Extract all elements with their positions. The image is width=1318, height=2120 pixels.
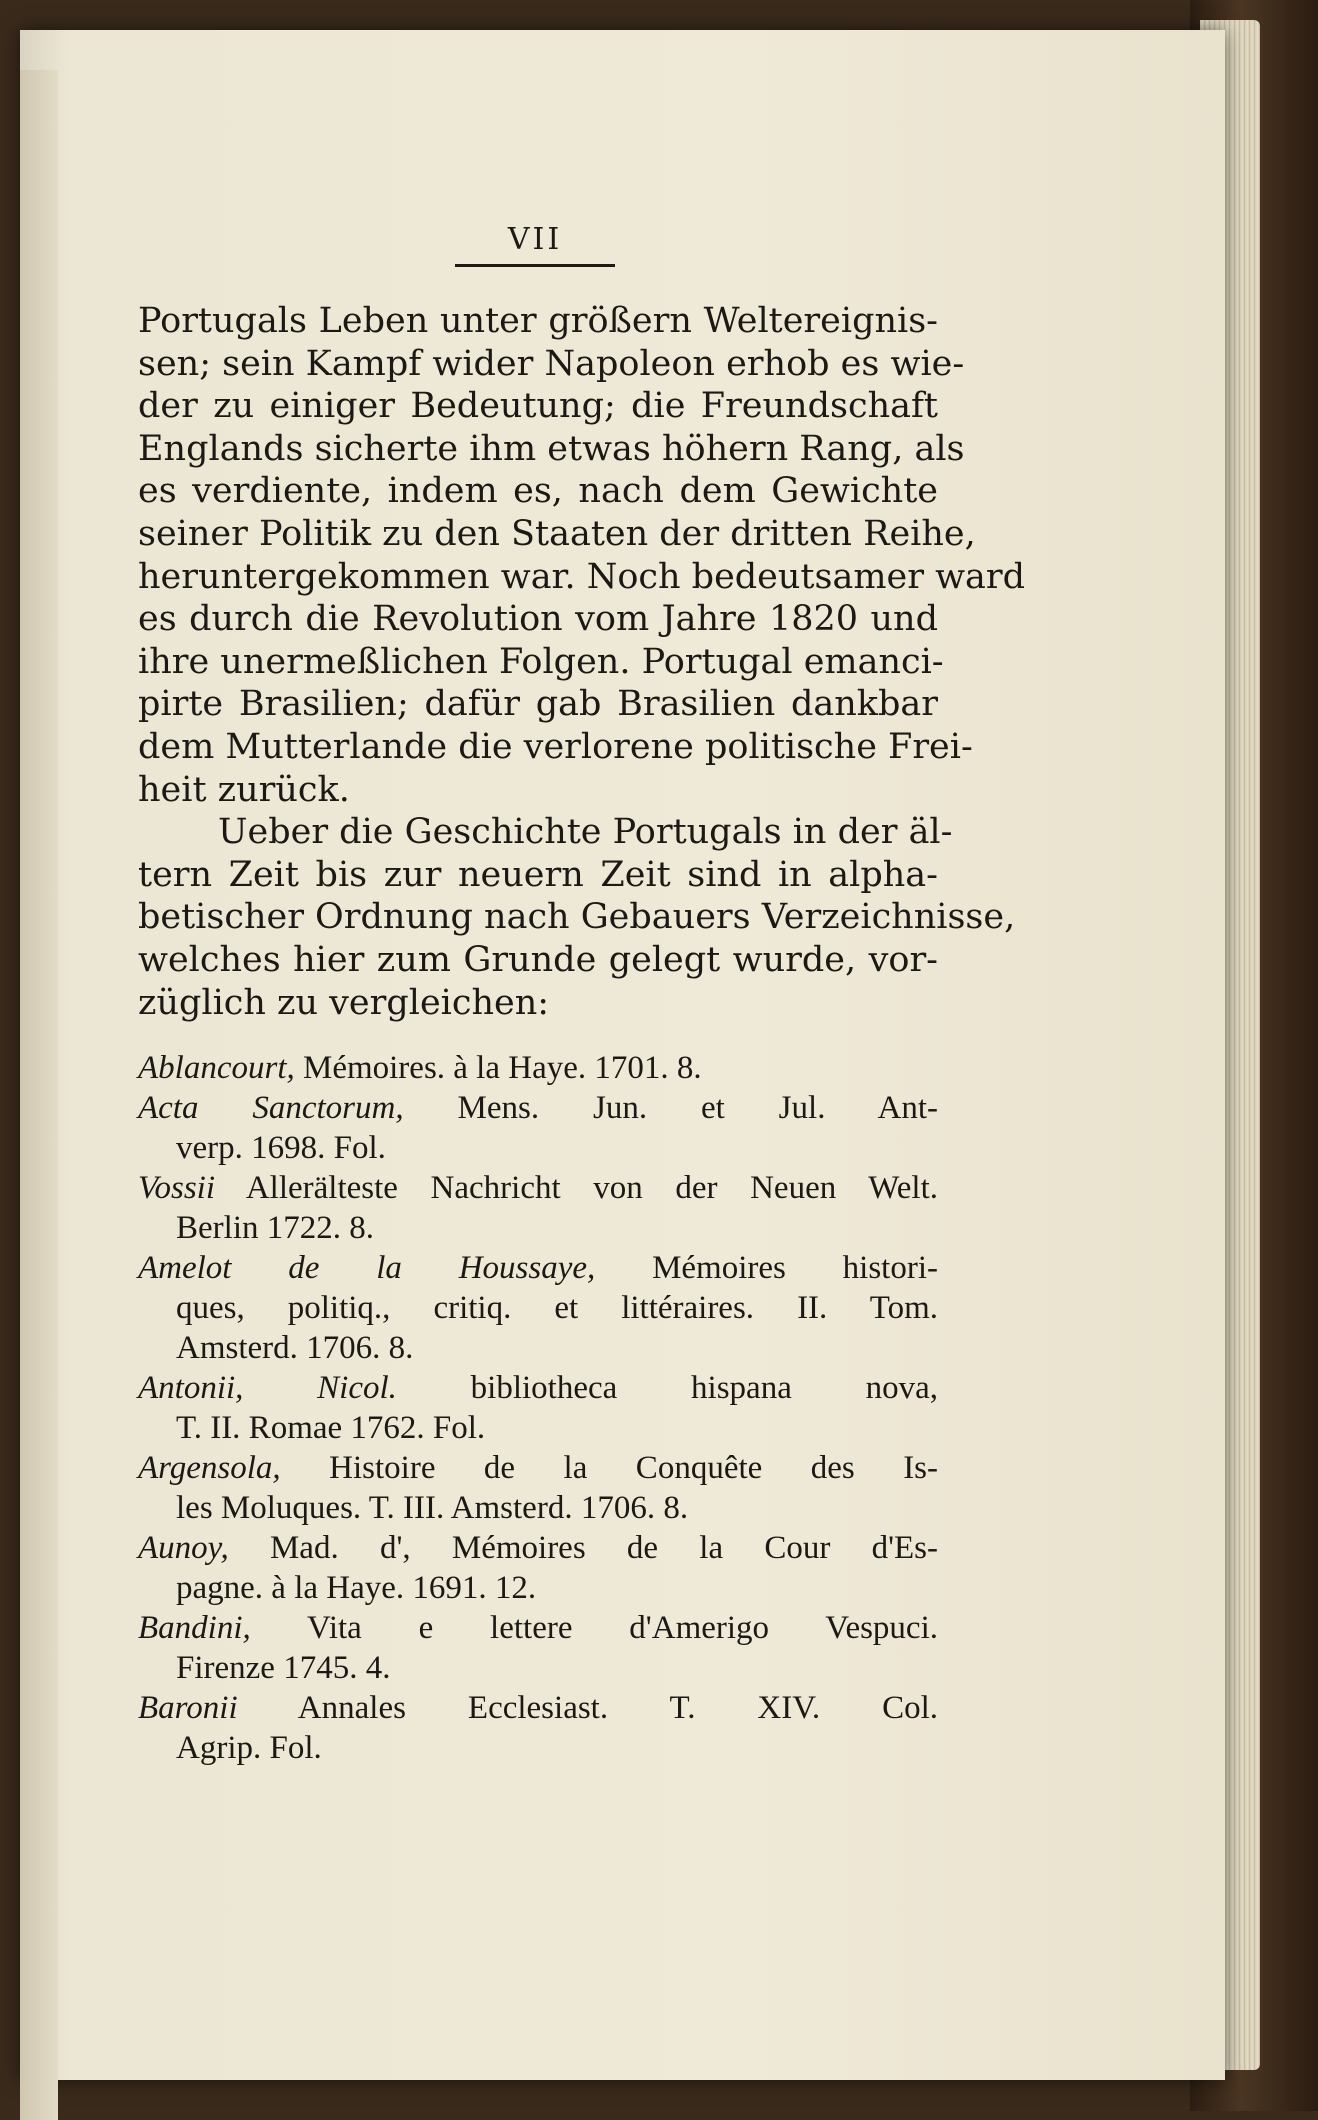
bib-author: Acta Sanctorum, xyxy=(138,1090,404,1126)
bib-entry xyxy=(138,1368,938,1448)
bib-text: Vita e lettere d'Amerigo Vespuci. xyxy=(306,1610,938,1646)
text-line: Ueber die Geschichte Portugals in der äl- xyxy=(218,812,953,853)
bib-author: Baronii xyxy=(138,1690,238,1726)
bib-author: Bandini, xyxy=(138,1610,251,1646)
text-line: seiner Politik zu den Staaten der dritten Reihe, xyxy=(138,513,976,554)
text-line: züglich zu vergleichen: xyxy=(138,982,550,1023)
bib-author: Vossii xyxy=(138,1170,216,1206)
text-line: es verdiente, indem es, nach dem Gewichte xyxy=(138,471,938,512)
bib-text: Histoire de la Conquête des Is- xyxy=(329,1450,939,1486)
text-line: der zu einiger Bedeutung; die Freundschaft xyxy=(138,386,938,427)
paragraph-two xyxy=(138,811,1016,1024)
bib-text: bibliotheca hispana nova, xyxy=(470,1370,938,1406)
bib-entry xyxy=(138,1048,938,1088)
bib-author: Argensola, xyxy=(138,1450,281,1486)
bib-entry xyxy=(138,1448,938,1528)
bib-entry xyxy=(138,1168,938,1248)
bib-entry xyxy=(138,1088,938,1168)
bib-text: T. II. Romae 1762. Fol. xyxy=(176,1410,486,1446)
text-line: ihre unermeßlichen Folgen. Portugal emanci- xyxy=(138,641,944,682)
header-rule xyxy=(455,264,615,267)
bib-text: pagne. à la Haye. 1691. 12. xyxy=(176,1570,537,1606)
paragraph-one xyxy=(138,300,1026,811)
bib-author: Ablancourt, xyxy=(138,1050,295,1086)
text-line: pirte Brasilien; dafür gab Brasilien dankbar xyxy=(138,684,938,725)
body-text xyxy=(138,300,1026,1024)
bib-text: Mens. Jun. et Jul. Ant- xyxy=(457,1090,939,1126)
bib-entry xyxy=(138,1688,938,1768)
text-line: Englands sicherte ihm etwas höhern Rang, als xyxy=(138,428,965,469)
bib-author: Aunoy, xyxy=(138,1530,229,1566)
bib-text: Annales Ecclesiast. T. XIV. Col. xyxy=(297,1690,938,1726)
bib-text: verp. 1698. Fol. xyxy=(176,1130,386,1166)
previous-page-edge xyxy=(20,70,58,2120)
bib-text: les Moluques. T. III. Amsterd. 1706. 8. xyxy=(176,1490,689,1526)
bib-text: Amsterd. 1706. 8. xyxy=(176,1330,414,1366)
bib-entry xyxy=(138,1528,938,1608)
bib-text: Agrip. Fol. xyxy=(176,1730,322,1766)
text-line: welches hier zum Grunde gelegt wurde, vor- xyxy=(138,939,938,980)
text-line: tern Zeit bis zur neuern Zeit sind in alpha- xyxy=(138,854,938,895)
bib-entry xyxy=(138,1248,938,1368)
text-line: heruntergekommen war. Noch bedeutsamer ward xyxy=(138,556,1026,597)
text-line: heit zurück. xyxy=(138,769,350,810)
bib-author: Antonii, Nicol. xyxy=(138,1370,397,1406)
bib-text: Berlin 1722. 8. xyxy=(176,1210,374,1246)
bib-text: Mémoires histori- xyxy=(652,1250,938,1286)
text-line: betischer Ordnung nach Gebauers Verzeichnisse, xyxy=(138,897,1016,938)
text-line: Portugals Leben unter größern Weltereignis- xyxy=(138,301,938,341)
text-line: dem Mutterlande die verlorene politische Frei- xyxy=(138,726,973,767)
bib-text: Allerälteste Nachricht von der Neuen Welt. xyxy=(245,1170,938,1206)
bib-text: ques, politiq., critiq. et littéraires. II. Tom. xyxy=(176,1290,938,1326)
bib-author: Amelot de la Houssaye, xyxy=(138,1250,596,1286)
bibliography xyxy=(138,1048,938,1768)
page-number: VII xyxy=(507,222,563,257)
bib-text: Mémoires. à la Haye. 1701. 8. xyxy=(302,1050,702,1086)
bib-entry xyxy=(138,1608,938,1688)
text-line: sen; sein Kampf wider Napoleon erhob es wie- xyxy=(138,343,965,384)
text-line: es durch die Revolution vom Jahre 1820 und xyxy=(138,599,938,640)
bib-text: Mad. d', Mémoires de la Cour d'Es- xyxy=(269,1530,938,1566)
bib-text: Firenze 1745. 4. xyxy=(176,1650,391,1686)
